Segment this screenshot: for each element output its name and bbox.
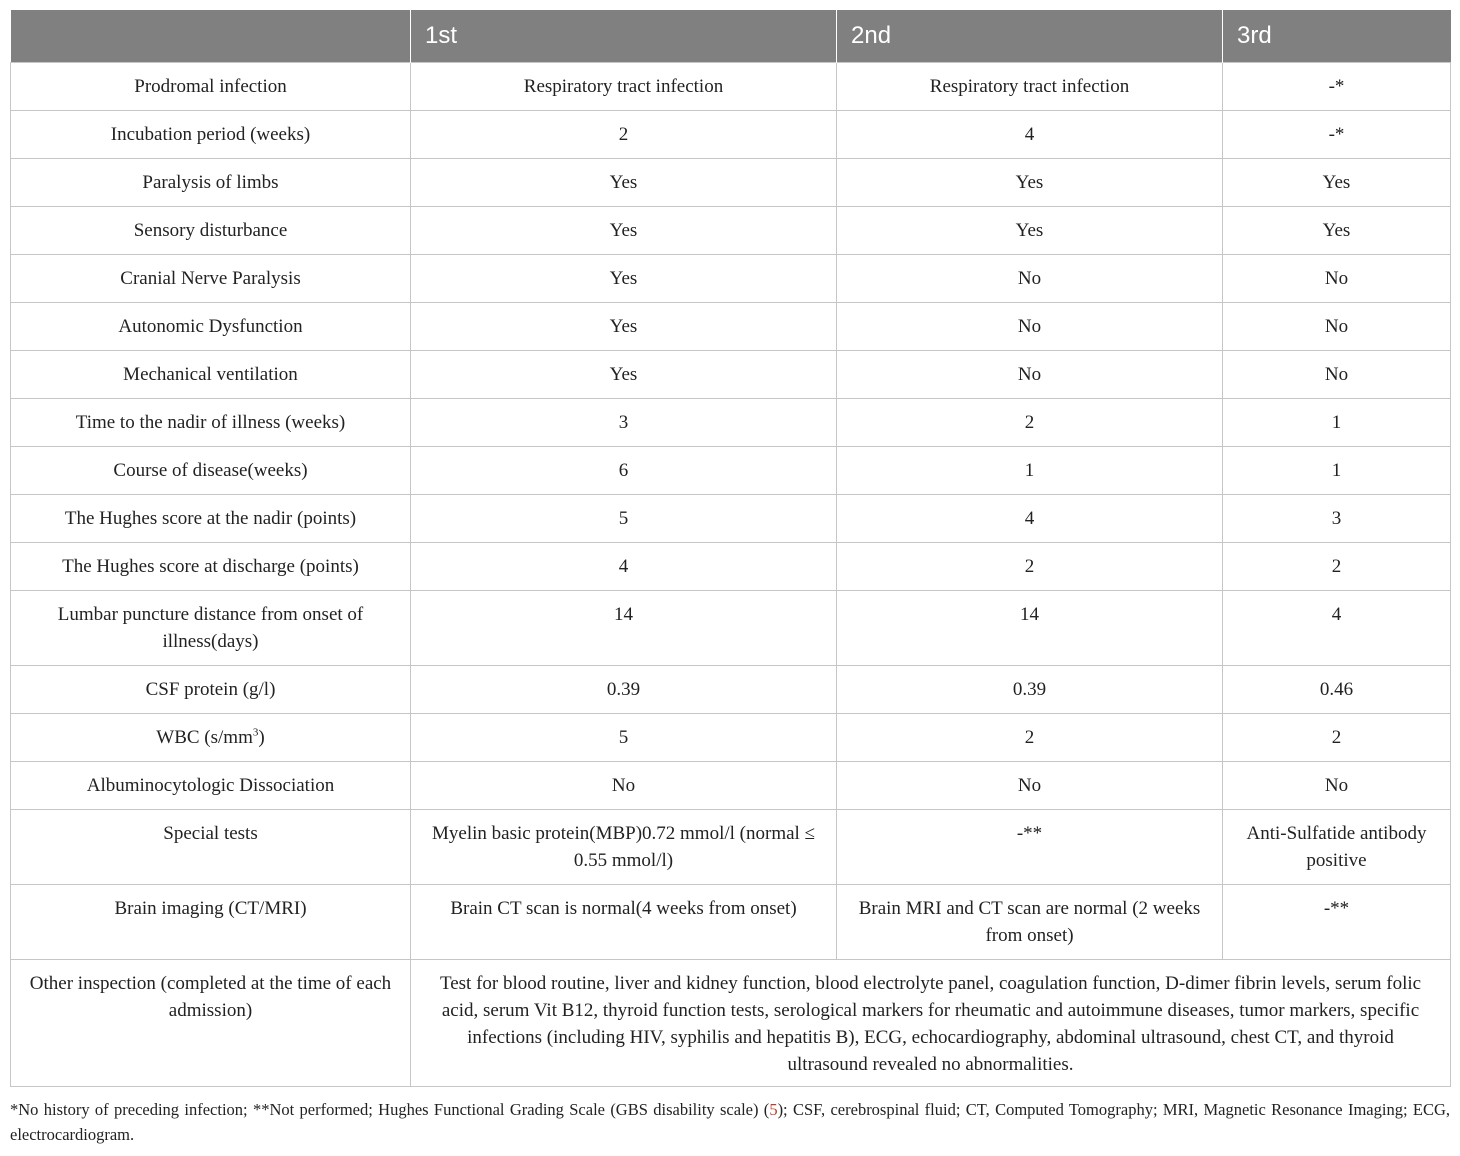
row-label: Autonomic Dysfunction	[11, 303, 411, 351]
cell-3rd: 0.46	[1223, 666, 1451, 714]
header-3rd: 3rd	[1223, 10, 1451, 63]
row-label: CSF protein (g/l)	[11, 666, 411, 714]
cell-2nd: Brain MRI and CT scan are normal (2 weeks from onset)	[837, 885, 1223, 960]
cell-3rd: Yes	[1223, 159, 1451, 207]
cell-2nd: 2	[837, 543, 1223, 591]
cell-1st: 4	[411, 543, 837, 591]
cell-2nd: 14	[837, 591, 1223, 666]
table-row-other-inspection	[11, 960, 1451, 1087]
row-label: The Hughes score at discharge (points)	[11, 543, 411, 591]
cell-3rd: 2	[1223, 714, 1451, 762]
cell-1st: Yes	[411, 159, 837, 207]
cell-2nd: Yes	[837, 159, 1223, 207]
cell-2nd: 2	[837, 399, 1223, 447]
cell-2nd: 4	[837, 495, 1223, 543]
cell-1st: No	[411, 762, 837, 810]
table-row	[11, 63, 1451, 111]
footnote-text-start: *No history of preceding infection; **Not performed; Hughes Functional Grading Scale (GBS disability scale) (	[10, 1100, 770, 1119]
cell-2nd: 4	[837, 111, 1223, 159]
cell-2nd: No	[837, 303, 1223, 351]
wbc-label-close: )	[258, 727, 265, 748]
row-label: Cranial Nerve Paralysis	[11, 255, 411, 303]
cell-1st: Respiratory tract infection	[411, 63, 837, 111]
table-row	[11, 399, 1451, 447]
row-label: Mechanical ventilation	[11, 351, 411, 399]
cell-1st: 0.39	[411, 666, 837, 714]
table-row	[11, 351, 1451, 399]
cell-3rd: -**	[1223, 885, 1451, 960]
row-label: Albuminocytologic Dissociation	[11, 762, 411, 810]
cell-1st: Yes	[411, 351, 837, 399]
cell-1st: Yes	[411, 303, 837, 351]
table-row	[11, 303, 1451, 351]
cell-3rd: 4	[1223, 591, 1451, 666]
table-row	[11, 762, 1451, 810]
table-row	[11, 714, 1451, 762]
cell-2nd: Yes	[837, 207, 1223, 255]
cell-1st: Yes	[411, 207, 837, 255]
cell-2nd: Respiratory tract infection	[837, 63, 1223, 111]
row-label: Course of disease(weeks)	[11, 447, 411, 495]
cell-1st: 5	[411, 714, 837, 762]
cell-2nd: No	[837, 351, 1223, 399]
cell-2nd: No	[837, 762, 1223, 810]
table-row	[11, 495, 1451, 543]
clinical-comparison-table	[10, 10, 1451, 1087]
table-container	[10, 10, 1450, 1087]
row-label: Brain imaging (CT/MRI)	[11, 885, 411, 960]
cell-3rd: -*	[1223, 63, 1451, 111]
table-row	[11, 810, 1451, 885]
cell-3rd: No	[1223, 303, 1451, 351]
cell-1st: 3	[411, 399, 837, 447]
cell-3rd: No	[1223, 762, 1451, 810]
wbc-label-superscript: 3	[252, 726, 259, 739]
table-row	[11, 885, 1451, 960]
table-row	[11, 447, 1451, 495]
wbc-label-text: WBC (s/mm	[156, 727, 253, 748]
cell-2nd: 0.39	[837, 666, 1223, 714]
header-2nd: 2nd	[837, 10, 1223, 63]
row-label: The Hughes score at the nadir (points)	[11, 495, 411, 543]
cell-2nd: 2	[837, 714, 1223, 762]
cell-1st: 2	[411, 111, 837, 159]
cell-1st: 14	[411, 591, 837, 666]
cell-2nd: No	[837, 255, 1223, 303]
cell-3rd: Anti-Sulfatide antibody positive	[1223, 810, 1451, 885]
table-row	[11, 666, 1451, 714]
cell-1st: Yes	[411, 255, 837, 303]
row-label: Paralysis of limbs	[11, 159, 411, 207]
cell-3rd: 1	[1223, 399, 1451, 447]
table-row	[11, 111, 1451, 159]
row-label: Lumbar puncture distance from onset of illness(days)	[11, 591, 411, 666]
table-footnote	[10, 1097, 1450, 1147]
cell-1st: Myelin basic protein(MBP)0.72 mmol/l (normal ≤ 0.55 mmol/l)	[411, 810, 837, 885]
table-header-row	[11, 10, 1451, 63]
table-row	[11, 591, 1451, 666]
header-1st: 1st	[411, 10, 837, 63]
table-row	[11, 207, 1451, 255]
row-label: Sensory disturbance	[11, 207, 411, 255]
cell-3rd: 1	[1223, 447, 1451, 495]
other-inspection-value: Test for blood routine, liver and kidney function, blood electrolyte panel, coagulation function, D-dimer fibrin levels, serum folic acid, serum Vit B12, thyroid function tests, serological markers for rheumatic and autoimmune diseases, tumor markers, specific infections (including HIV, syphilis and hepatitis B), ECG, echocardiography, abdominal ultrasound, chest CT, and thyroid ultrasound revealed no abnormalities.	[411, 960, 1451, 1087]
row-label: Incubation period (weeks)	[11, 111, 411, 159]
cell-3rd: 3	[1223, 495, 1451, 543]
table-row	[11, 255, 1451, 303]
cell-1st: Brain CT scan is normal(4 weeks from onset)	[411, 885, 837, 960]
cell-1st: 5	[411, 495, 837, 543]
cell-2nd: -**	[837, 810, 1223, 885]
cell-3rd: No	[1223, 351, 1451, 399]
row-label: Prodromal infection	[11, 63, 411, 111]
table-row	[11, 159, 1451, 207]
row-label	[11, 714, 411, 762]
cell-3rd: No	[1223, 255, 1451, 303]
footnote-reference-link[interactable]: 5	[769, 1100, 778, 1119]
cell-3rd: Yes	[1223, 207, 1451, 255]
cell-3rd: 2	[1223, 543, 1451, 591]
footnote-text-end: ); CSF, cerebrospinal fluid; CT, Computed Tomography; MRI, Magnetic Resonance Imaging; ECG, electrocardiogram.	[10, 1100, 1450, 1144]
row-label: Other inspection (completed at the time of each admission)	[11, 960, 411, 1087]
table-row	[11, 543, 1451, 591]
header-blank	[11, 10, 411, 63]
cell-1st: 6	[411, 447, 837, 495]
cell-2nd: 1	[837, 447, 1223, 495]
row-label: Time to the nadir of illness (weeks)	[11, 399, 411, 447]
row-label: Special tests	[11, 810, 411, 885]
cell-3rd: -*	[1223, 111, 1451, 159]
